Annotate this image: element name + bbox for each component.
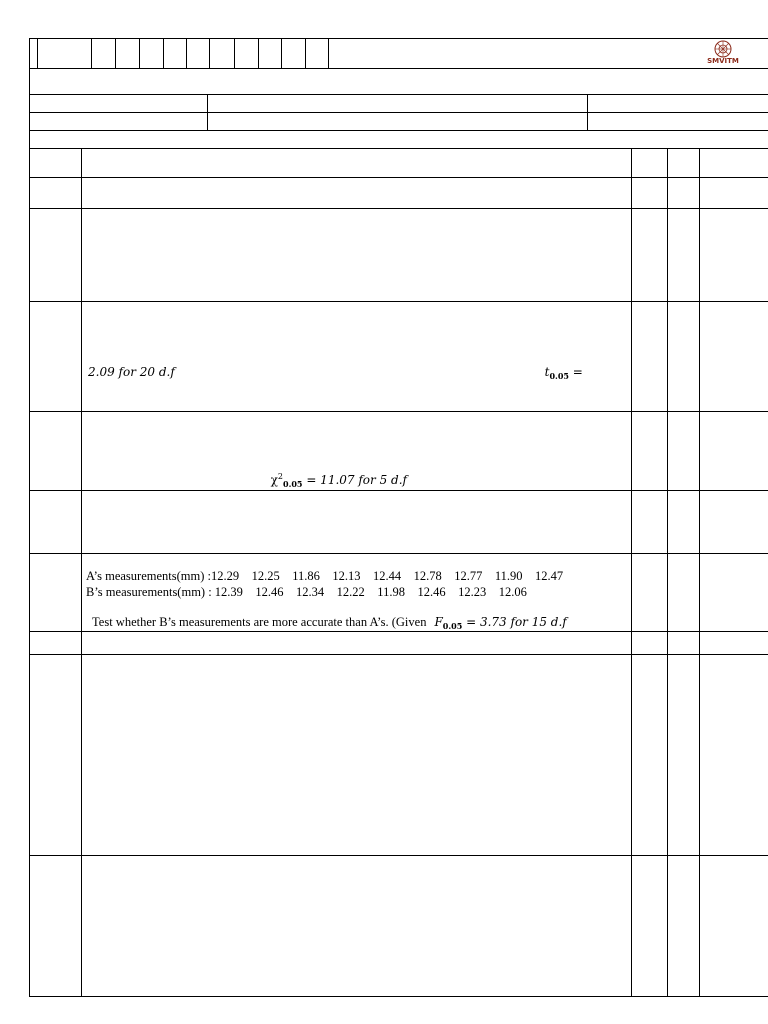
logo-emblem-icon <box>706 40 740 58</box>
row-rule <box>29 301 768 302</box>
question-statement: Test whether B’s measurements are more accurate than A’s. (Given $F_{0.05} = 3.73$ for 15 d.f <box>92 615 567 631</box>
rule <box>29 130 768 131</box>
usn-box <box>115 39 116 69</box>
usn-box <box>258 39 259 69</box>
col-rule <box>81 148 82 997</box>
usn-box <box>234 39 235 69</box>
row-rule <box>29 208 768 209</box>
usn-box <box>305 39 306 69</box>
outer-border-bottom <box>29 996 768 997</box>
logo-label: SMVITM <box>707 57 739 65</box>
rule <box>29 112 768 113</box>
institution-logo <box>706 40 740 68</box>
usn-box <box>281 39 282 69</box>
rule <box>29 68 768 69</box>
a-measurements: A’s measurements(mm) :12.29 12.25 11.86 12.13 12.44 12.78 12.77 11.90 12.47 <box>86 569 564 583</box>
row-rule <box>29 177 768 178</box>
row-rule <box>29 553 768 554</box>
row-rule <box>29 490 768 491</box>
info-divider <box>207 94 208 131</box>
chi-square-critical-value: $\chi^2_{0.05} = 11.07$ for 5 d.f <box>270 472 407 489</box>
usn-box <box>186 39 187 69</box>
row-rule <box>29 631 768 632</box>
b-measurements: B’s measurements(mm) : 12.39 12.46 12.34 12.22 11.98 12.46 12.23 12.06 <box>86 585 527 599</box>
t-degrees-of-freedom: 2.09 for 20 d.f <box>88 365 175 379</box>
rule <box>29 148 768 149</box>
col-rule <box>667 148 668 997</box>
row-rule <box>29 855 768 856</box>
col-rule <box>631 148 632 997</box>
usn-box <box>139 39 140 69</box>
usn-box <box>328 39 329 69</box>
outer-border-left <box>29 38 30 997</box>
row-rule <box>29 411 768 412</box>
usn-box <box>209 39 210 69</box>
col-rule <box>699 148 700 997</box>
rule <box>29 94 768 95</box>
usn-box <box>37 39 38 69</box>
usn-box <box>163 39 164 69</box>
info-divider <box>587 94 588 131</box>
row-rule <box>29 654 768 655</box>
t-critical-value: $t_{0.05}$ = <box>544 365 583 381</box>
usn-box <box>91 39 92 69</box>
